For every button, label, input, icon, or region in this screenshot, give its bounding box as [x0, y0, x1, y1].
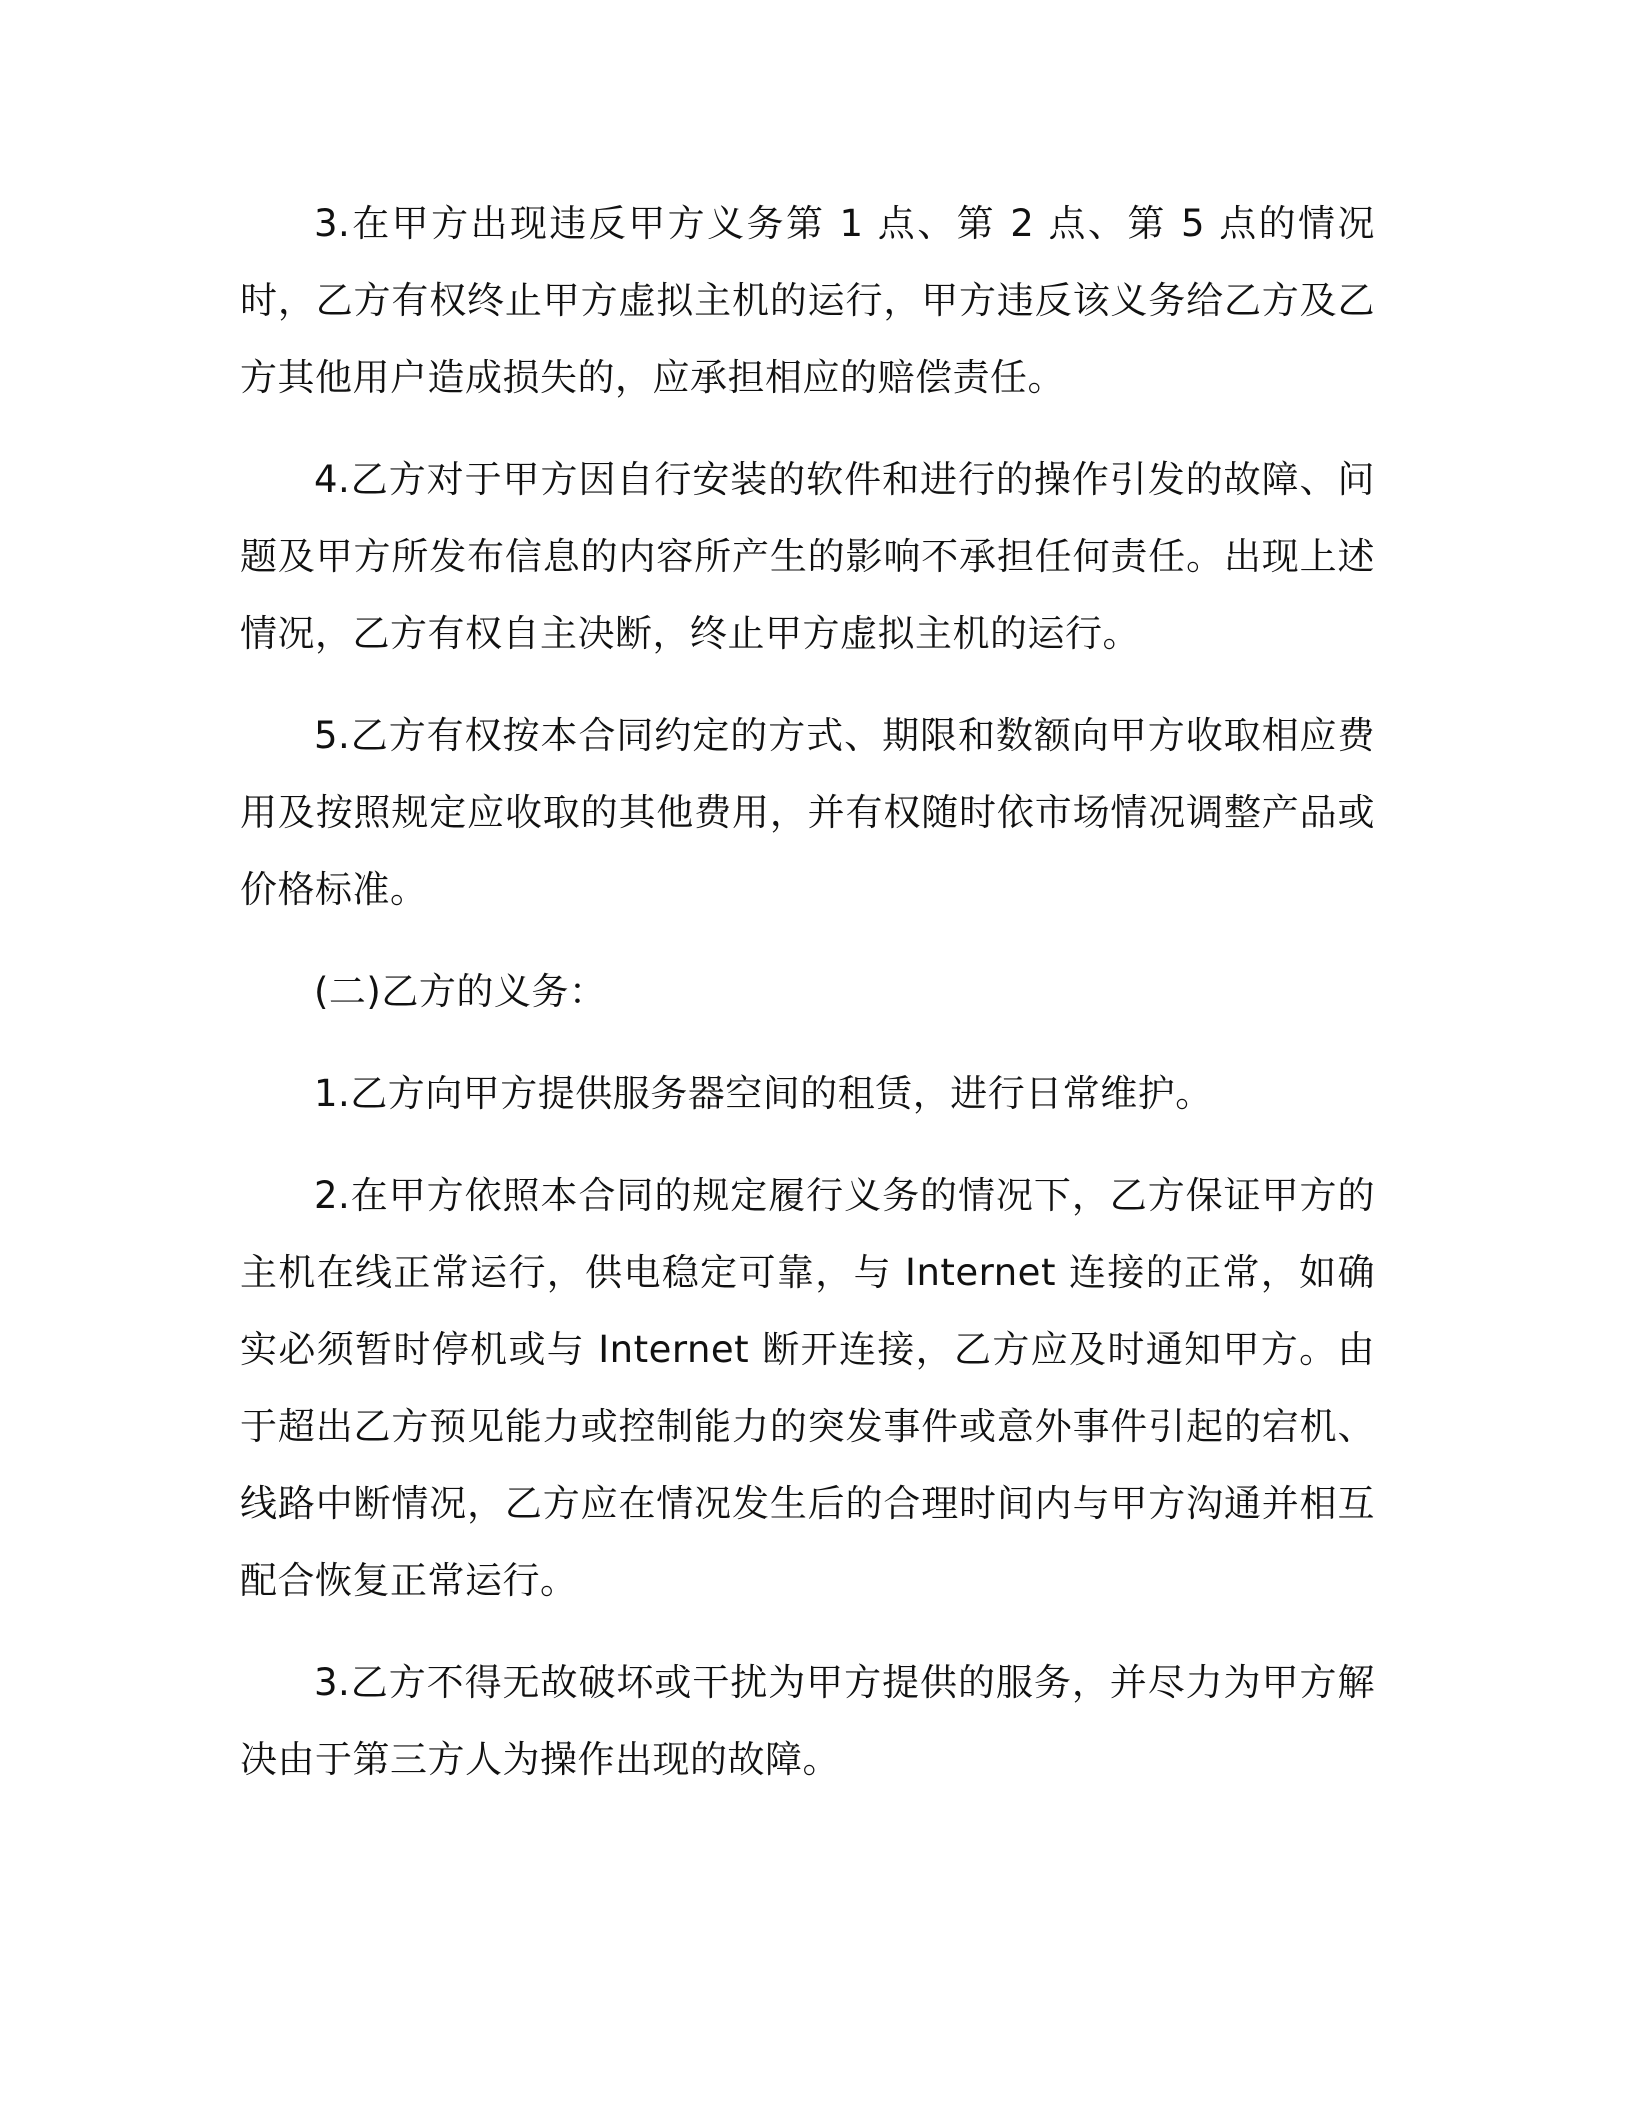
paragraph-software-liability: 4.乙方对于甲方因自行安装的软件和进行的操作引发的故障、问题及甲方所发布信息的内容所产生的影响不承担任何责任。出现上述情况，乙方有权自主决断，终止甲方虚拟主机的运行。 [240, 458, 1375, 655]
paragraph-fee-collection: 5.乙方有权按本合同约定的方式、期限和数额向甲方收取相应费用及按照规定应收取的其他费用，并有权随时依市场情况调整产品或价格标准。 [240, 714, 1375, 911]
paragraph-no-interference: 3.乙方不得无故破坏或干扰为甲方提供的服务，并尽力为甲方解决由于第三方人为操作出现的故障。 [240, 1661, 1375, 1781]
document-body [240, 185, 1375, 1798]
paragraph-party-a-violation: 3.在甲方出现违反甲方义务第 1 点、第 2 点、第 5 点的情况时，乙方有权终止甲方虚拟主机的运行，甲方违反该义务给乙方及乙方其他用户造成损失的，应承担相应的赔偿责任。 [240, 202, 1375, 399]
paragraph-server-rental: 1.乙方向甲方提供服务器空间的租赁，进行日常维护。 [314, 1072, 1213, 1115]
section-heading-party-b-obligations: (二)乙方的义务： [314, 970, 607, 1013]
paragraph-host-operation-guarantee: 2.在甲方依照本合同的规定履行义务的情况下，乙方保证甲方的主机在线正常运行，供电稳定可靠，与 Internet 连接的正常，如确实必须暂时停机或与 Internet 断开连接，乙方应及时通知甲方。由于超出乙方预见能力或控制能力的突发事件或意外事件引起的宕机、线路中断情况，乙方应在情况发生后的合理时间内与甲方沟通并相互配合恢复正常运行。 [240, 1174, 1375, 1602]
